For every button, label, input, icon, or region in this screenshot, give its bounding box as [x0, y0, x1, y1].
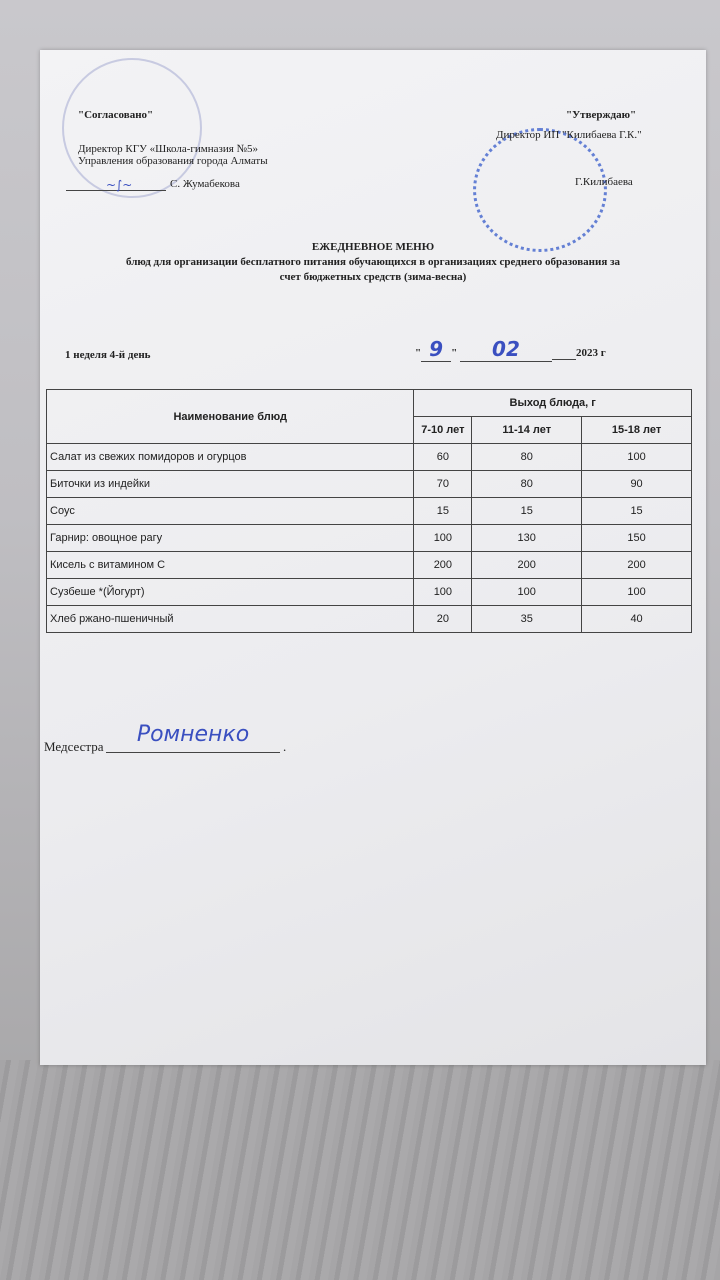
- portion-value: 80: [472, 444, 582, 471]
- document-subtitle-1: блюд для организации бесплатного питания обучающихся в организациях среднего образования за: [126, 256, 620, 268]
- portion-value: 40: [582, 606, 692, 633]
- dish-name: Салат из свежих помидоров и огурцов: [47, 444, 414, 471]
- date-year: 2023 г: [575, 347, 606, 359]
- portion-value: 100: [582, 579, 692, 606]
- portion-value: 200: [472, 552, 582, 579]
- left-signatory: С. Жумабекова: [170, 178, 240, 190]
- round-stamp-right: [473, 128, 607, 252]
- date-line: " 9 " 02 2023 г: [415, 337, 606, 361]
- table-row: [47, 552, 692, 579]
- portion-value: 20: [414, 606, 472, 633]
- portion-value: 15: [414, 498, 472, 525]
- header-age-15-18: 15-18 лет: [582, 417, 692, 444]
- document-title: ЕЖЕДНЕВНОЕ МЕНЮ: [311, 241, 435, 253]
- portion-value: 200: [414, 552, 472, 579]
- portion-value: 90: [582, 471, 692, 498]
- portion-value: 60: [414, 444, 472, 471]
- document-subtitle-2: счет бюджетных средств (зима-весна): [279, 271, 467, 283]
- nurse-label: Медсестра: [44, 739, 104, 754]
- portion-value: 100: [472, 579, 582, 606]
- portion-value: 100: [414, 525, 472, 552]
- right-signatory: Г.Килибаева: [575, 176, 633, 188]
- portion-value: 80: [472, 471, 582, 498]
- left-department-line: Управления образования города Алматы: [78, 155, 268, 167]
- table-row: [47, 579, 692, 606]
- header-dish-name: Наименование блюд: [47, 390, 414, 444]
- portion-value: 100: [414, 579, 472, 606]
- right-director-line: Директор ИП "Килибаева Г.К.": [496, 129, 642, 141]
- portion-value: 15: [472, 498, 582, 525]
- nurse-signature-line: [106, 722, 280, 753]
- table-row: [47, 525, 692, 552]
- left-director-line: Директор КГУ «Школа-гимназия №5»: [78, 143, 259, 155]
- date-month: 02: [460, 337, 552, 362]
- dish-name: Соус: [47, 498, 414, 525]
- portion-value: 150: [582, 525, 692, 552]
- signature-period: .: [283, 739, 287, 754]
- table-surface: [0, 1060, 720, 1280]
- header-age-11-14: 11-14 лет: [472, 417, 582, 444]
- table-row: [47, 606, 692, 633]
- header-output: Выход блюда, г: [414, 390, 692, 417]
- menu-table: [46, 389, 692, 633]
- table-row: [47, 498, 692, 525]
- date-day: 9: [421, 337, 451, 362]
- approve-heading: "Утверждаю": [566, 109, 637, 121]
- dish-name: Сузбеше *(Йогурт): [47, 579, 414, 606]
- dish-name: Кисель с витамином С: [47, 552, 414, 579]
- portion-value: 130: [472, 525, 582, 552]
- dish-name: Биточки из индейки: [47, 471, 414, 498]
- nurse-signature: Ромненко: [136, 722, 250, 747]
- portion-value: 35: [472, 606, 582, 633]
- portion-value: 15: [582, 498, 692, 525]
- round-stamp-left: [62, 58, 202, 198]
- header-age-7-10: 7-10 лет: [414, 417, 472, 444]
- table-row: [47, 471, 692, 498]
- portion-value: 100: [582, 444, 692, 471]
- dish-name: Хлеб ржано-пшеничный: [47, 606, 414, 633]
- document-page: [40, 50, 706, 1065]
- dish-name: Гарнир: овощное рагу: [47, 525, 414, 552]
- table-row: [47, 444, 692, 471]
- portion-value: 200: [582, 552, 692, 579]
- agreed-heading: "Согласовано": [78, 109, 154, 121]
- week-day-label: 1 неделя 4-й день: [65, 349, 151, 361]
- left-signature-line: ~∫~: [66, 178, 166, 191]
- portion-value: 70: [414, 471, 472, 498]
